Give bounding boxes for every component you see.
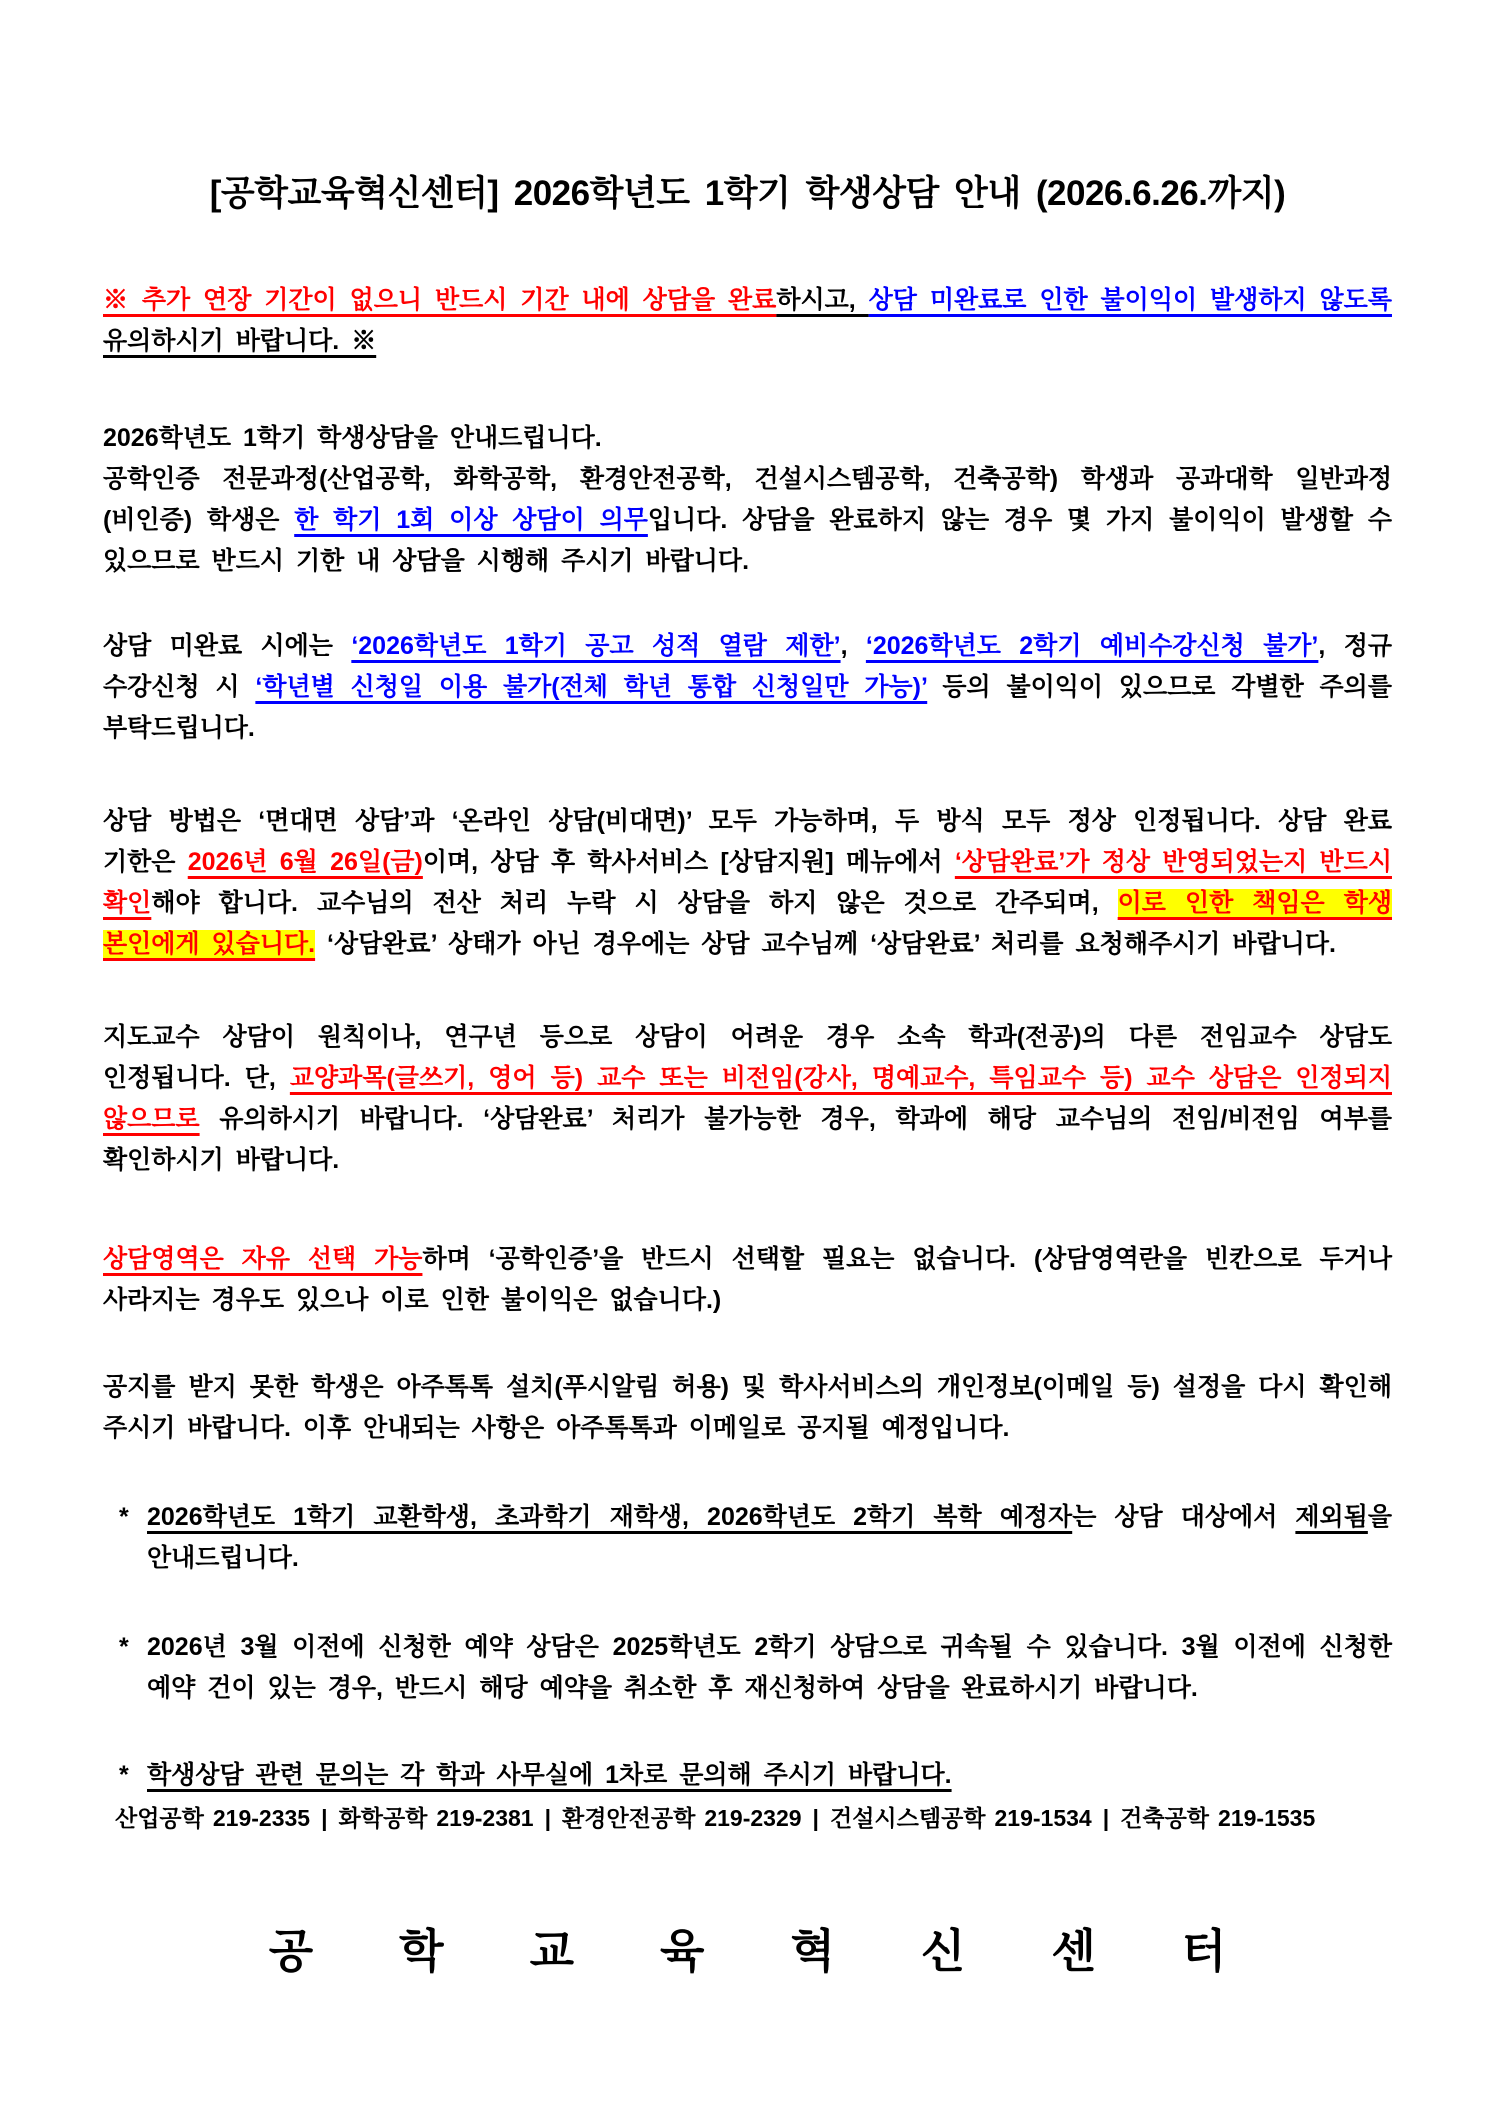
warning-banner bbox=[103, 280, 1392, 362]
document-title: [공학교육혁신센터] 2026학년도 1학기 학생상담 안내 (2026.6.26.까지) bbox=[209, 174, 1286, 213]
note-contact bbox=[119, 1755, 1392, 1796]
intro-paragraph bbox=[103, 418, 1392, 582]
note-exclusion bbox=[119, 1497, 1392, 1579]
intro-greeting-line: 2026학년도 1학기 학생상담을 안내드립니다. bbox=[103, 424, 602, 452]
penalty-registration-date-ban: ‘학년별 신청일 이용 불가(전체 학년 통합 신청일만 가능)’ bbox=[255, 673, 928, 701]
counsel-area-paragraph: 상담영역은 자유 선택 가능하며 ‘공학인증’을 반드시 선택할 필요는 없습니다. (상담영역란을 빈칸으로 두거나 사라지는 경우도 있으나 이로 인한 불이익은 없습니다.) bbox=[103, 1245, 1392, 1314]
contact-separator: | bbox=[1102, 1805, 1110, 1831]
penalty-paragraph: 상담 미완료 시에는 ‘2026학년도 1학기 공고 성적 열람 제한’, ‘2026학년도 2학기 예비수강신청 불가’, 정규 수강신청 시 ‘학년별 신청일 이용 불가(전체 학년 통합 신청일만 가능)’ 등의 불이익이 있으므로 각별한 주의를 부탁드립니다. bbox=[103, 632, 1392, 742]
excluded-students-list: 2026학년도 1학기 교환학생, 초과학기 재학생, 2026학년도 2학기 복학 예정자 bbox=[147, 1503, 1073, 1531]
contact-separator: | bbox=[321, 1805, 328, 1831]
deadline-date: 2026년 6월 26일(금) bbox=[187, 848, 423, 876]
contact-separator: | bbox=[544, 1805, 552, 1831]
contact-dept: 건설시스템공학 bbox=[829, 1805, 986, 1831]
non-eligible-professor-emphasis: 교양과목(글쓰기, 영어 등) 교수 또는 비전임(강사, 명예교수, 특임교수 등) 교수 상담은 인정되지 않으므로 bbox=[103, 1064, 1392, 1133]
professor-paragraph: 지도교수 상담이 원칙이나, 연구년 등으로 상담이 어려운 경우 소속 학과(전공)의 다른 전임교수 상담도 인정됩니다. 단, 교양과목(글쓰기, 영어 등) 교수 또는 비전임(강사, 명예교수, 특임교수 등) 교수 상담은 인정되지 않으므로 유의하시기 바랍니다. ‘상담완료’ 처리가 불가능한 경우, 학과에 해당 교수님의 전임/비전임 여부를 확인하시기 바랍니다. bbox=[103, 1023, 1392, 1174]
excluded-word: 제외됨 bbox=[1295, 1503, 1368, 1531]
method-paragraph: 상담 방법은 ‘면대면 상담’과 ‘온라인 상담(비대면)’ 모두 가능하며, 두 방식 모두 정상 인정됩니다. 상담 완료 기한은 2026년 6월 26일(금)이며, 상담 후 학사서비스 [상담지원] 메뉴에서 ‘상담완료’가 정상 반영되었는지 반드시 확인해야 합니다. 교수님의 전산 처리 누락 시 상담을 하지 않은 것으로 간주되며, 이로 인한 책임은 학생 본인에게 있습니다. ‘상담완료’ 상태가 아닌 경우에는 상담 교수님께 ‘상담완료’ 처리를 요청해주시기 바랍니다. bbox=[103, 807, 1392, 958]
warning-red-text: ※ 추가 연장 기간이 없으니 반드시 기간 내에 상담을 완료 bbox=[103, 286, 777, 314]
confirm-completion-emphasis: ‘상담완료’가 정상 반영되었는지 반드시 확인 bbox=[103, 848, 1392, 917]
responsibility-highlight: 이로 인한 책임은 학생 본인에게 있습니다. bbox=[103, 889, 1392, 958]
mandatory-counsel-emphasis: 한 학기 1회 이상 상담이 의무 bbox=[294, 506, 648, 534]
note-exclusion-text: 2026학년도 1학기 교환학생, 초과학기 재학생, 2026학년도 2학기 복학 예정자는 상담 대상에서 제외됨을 안내드립니다. bbox=[147, 1503, 1392, 1572]
contact-phone: 219-1534 bbox=[994, 1805, 1092, 1831]
contact-phone: 219-2381 bbox=[436, 1805, 534, 1831]
warning-black-text-1: 하시고, bbox=[776, 286, 869, 314]
penalty-preregistration-ban: ‘2026학년도 2학기 예비수강신청 불가’ bbox=[865, 632, 1319, 660]
center-signature: 공학교육혁신센터 bbox=[268, 1925, 1313, 1977]
warning-blue-text: 상담 미완료로 인한 불이익이 발생하지 않도록 bbox=[868, 286, 1392, 314]
penalty-grade-restriction: ‘2026학년도 1학기 공고 성적 열람 제한’ bbox=[351, 632, 841, 660]
warning-black-text-2: 유의하시기 바랍니다. ※ bbox=[103, 327, 377, 355]
contact-phone: 219-2329 bbox=[704, 1805, 802, 1831]
contact-dept: 화학공학 bbox=[338, 1805, 428, 1831]
intro-body: 공학인증 전문과정(산업공학, 화학공학, 환경안전공학, 건설시스템공학, 건축공학) 학생과 공과대학 일반과정(비인증) 학생은 한 학기 1회 이상 상담이 의무입니다. 상담을 완료하지 않는 경우 몇 가지 불이익이 발생할 수 있으므로 반드시 기한 내 상담을 시행해 주시기 바랍니다. bbox=[103, 465, 1392, 575]
department-contacts bbox=[115, 1798, 1392, 1839]
notification-paragraph: 공지를 받지 못한 학생은 아주톡톡 설치(푸시알림 허용) 및 학사서비스의 개인정보(이메일 등) 설정을 다시 확인해 주시기 바랍니다. 이후 안내되는 사항은 아주톡톡과 이메일로 공지될 예정입니다. bbox=[103, 1373, 1392, 1442]
note-bullet: * bbox=[119, 1761, 129, 1789]
contact-dept: 건축공학 bbox=[1120, 1805, 1210, 1831]
contact-dept: 산업공학 bbox=[115, 1805, 204, 1831]
note-reservation bbox=[119, 1627, 1392, 1709]
contact-phone: 219-1535 bbox=[1218, 1805, 1316, 1831]
note-bullet: * bbox=[119, 1633, 129, 1661]
contact-dept: 환경안전공학 bbox=[562, 1805, 696, 1831]
contact-phone: 219-2335 bbox=[212, 1805, 311, 1831]
free-selection-emphasis: 상담영역은 자유 선택 가능 bbox=[103, 1245, 423, 1273]
note-contact-text: 학생상담 관련 문의는 각 학과 사무실에 1차로 문의해 주시기 바랍니다. bbox=[147, 1761, 952, 1789]
contact-separator: | bbox=[812, 1805, 819, 1831]
note-bullet: * bbox=[119, 1503, 129, 1531]
note-reservation-text: 2026년 3월 이전에 신청한 예약 상담은 2025학년도 2학기 상담으로 귀속될 수 있습니다. 3월 이전에 신청한 예약 건이 있는 경우, 반드시 해당 예약을 취소한 후 재신청하여 상담을 완료하시기 바랍니다. bbox=[147, 1633, 1392, 1702]
